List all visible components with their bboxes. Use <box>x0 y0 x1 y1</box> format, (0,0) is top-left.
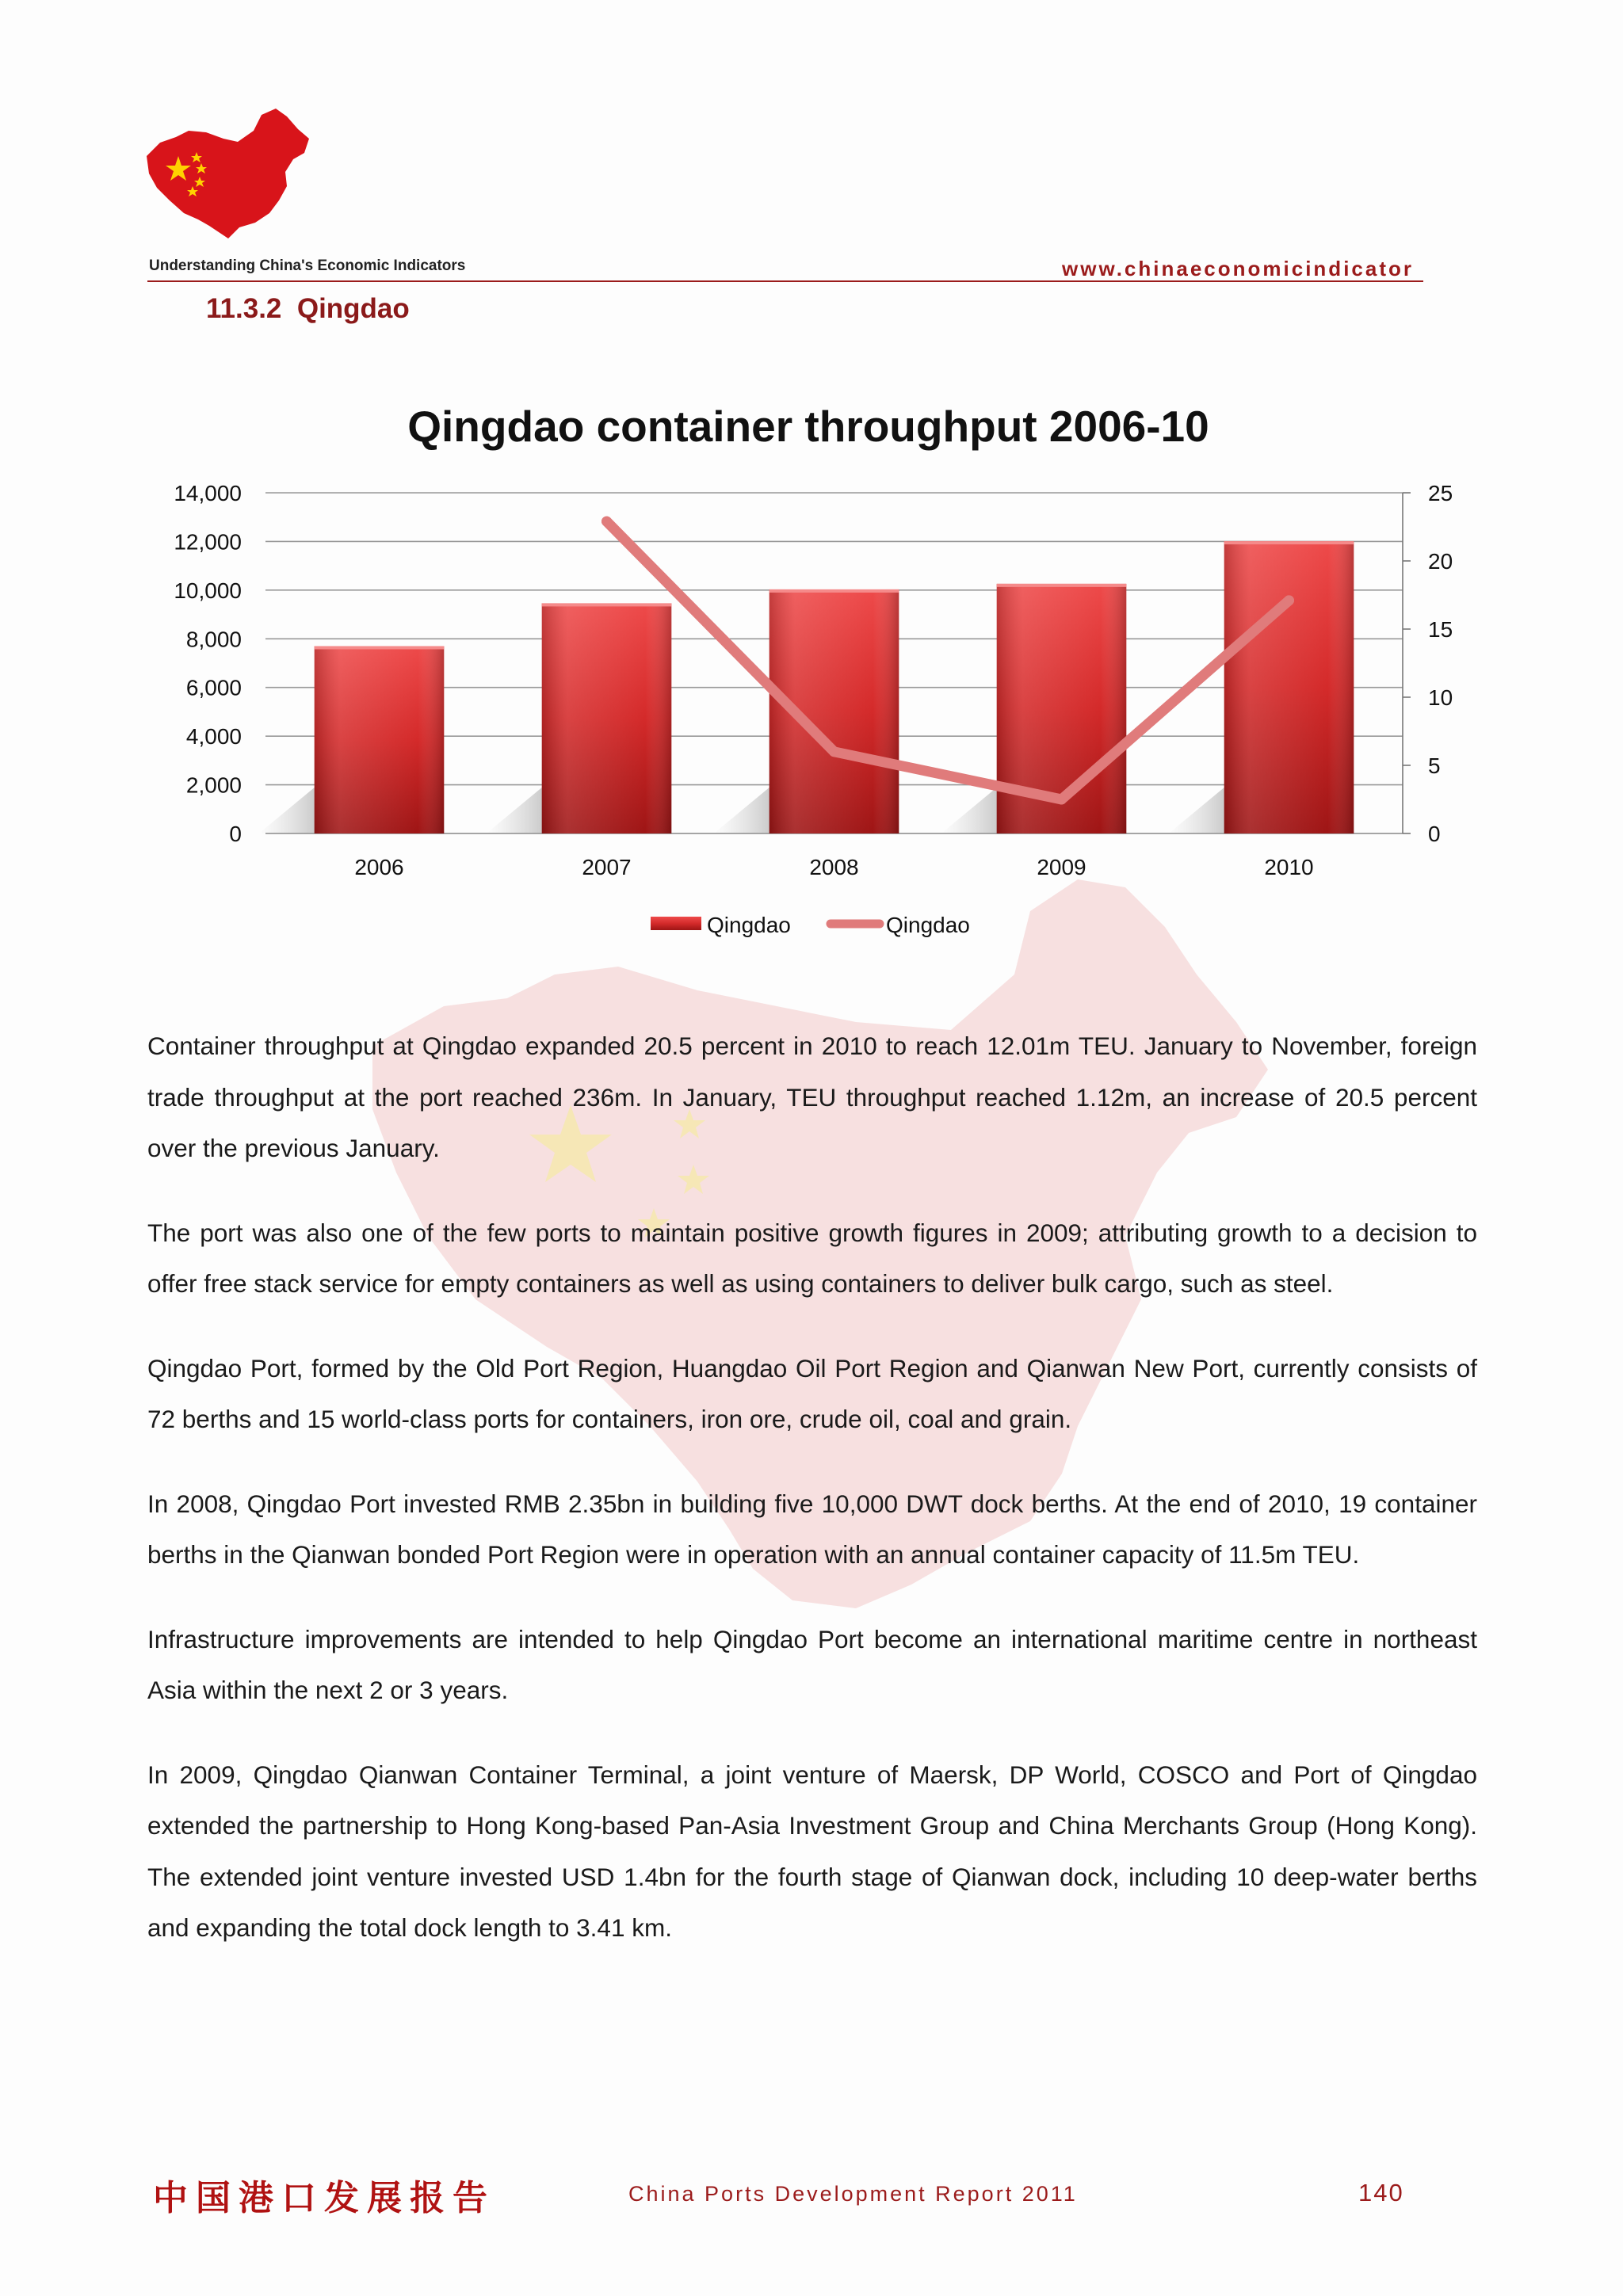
line-series-path <box>607 521 1289 799</box>
y-right-tick-label: 0 <box>1428 822 1441 846</box>
y-right-tick-label: 20 <box>1428 549 1453 574</box>
y-left-tick-label: 12,000 <box>174 529 242 555</box>
x-tick-label: 2009 <box>1037 855 1086 879</box>
section-heading <box>206 293 410 325</box>
y-right-tick-label: 15 <box>1428 617 1453 642</box>
line-point <box>1056 795 1067 805</box>
page-number: 140 <box>1358 2179 1404 2206</box>
x-tick-label: 2007 <box>582 855 632 879</box>
paragraph: In 2008, Qingdao Port invested RMB 2.35bn in building five 10,000 DWT dock berths. At the end of 2010, 19 container berths in the Qianwan bonded Port Region were in operation with an annual container capacity of 11.5m TEU. <box>147 1489 1477 1569</box>
bar-shadow <box>259 788 319 833</box>
bar-highlight <box>315 646 445 834</box>
paragraph: Infrastructure improvements are intended to help Qingdao Port become an international maritime centre in northeast Asia within the next 2 or 3 years. <box>147 1624 1477 1704</box>
legend-label: Qingdao <box>707 913 791 937</box>
legend-swatch-bar <box>651 917 701 930</box>
legend-label: Qingdao <box>886 913 970 937</box>
body-text <box>147 1020 1477 1987</box>
y-left-tick-label: 14,000 <box>174 481 242 505</box>
y-right-tick-label: 5 <box>1428 753 1441 778</box>
section-title: Qingdao <box>296 293 410 324</box>
bar-top-edge <box>769 589 899 593</box>
site-url-link[interactable]: www.chinaeconomicindicator <box>1062 257 1414 280</box>
logo-tagline: Understanding China's Economic Indicators <box>149 257 466 274</box>
y-left-tick-label: 8,000 <box>185 627 242 652</box>
china-map-logo <box>143 107 313 250</box>
y-left-tick-label: 10,000 <box>174 578 242 603</box>
x-tick-label: 2010 <box>1264 855 1314 879</box>
chart-title: Qingdao container throughput 2006-10 <box>407 402 1209 451</box>
line-point <box>829 746 839 757</box>
bar-shadow <box>487 788 547 833</box>
paragraph: The port was also one of the few ports to maintain positive growth figures in 2009; attributing growth to a decision to offer free stack service for empty containers as well as using containers to deliver bulk cargo, such as steel. <box>147 1218 1477 1298</box>
y-right-tick-label: 10 <box>1428 685 1453 710</box>
logo-map-shape <box>147 109 309 238</box>
paragraph: Qingdao Port, formed by the Old Port Region, Huangdao Oil Port Region and Qianwan New Port, currently consists of 72 berths and 15 world-class ports for containers, iron ore, crude oil, coal and grain. <box>147 1353 1477 1433</box>
y-left-tick-label: 0 <box>229 822 242 846</box>
chart-legend <box>651 913 970 937</box>
bar-highlight <box>1224 541 1354 833</box>
y-right-tick-label: 25 <box>1428 481 1453 505</box>
paragraph: In 2009, Qingdao Qianwan Container Terminal, a joint venture of Maersk, DP World, COSCO and Port of Qingdao extended the partnership to Hong Kong-based Pan-Asia Investment Group and China Merchants Group (Hong Kong). The extended joint venture invested USD 1.4bn for the fourth stage of Qianwan dock, including 10 deep-water berths and expanding the total dock length to 3.41 km. <box>147 1760 1477 1942</box>
line-point <box>601 517 612 527</box>
footer-report-title: China Ports Development Report 2011 <box>628 2182 1078 2206</box>
bar-top-edge <box>1224 541 1354 544</box>
x-tick-label: 2008 <box>809 855 859 879</box>
bar-shadow <box>1169 788 1229 833</box>
throughput-chart <box>135 388 1482 967</box>
x-tick-label: 2006 <box>354 855 404 879</box>
footer-chinese-title: 中国港口发展报告 <box>153 2178 495 2218</box>
paragraph: Container throughput at Qingdao expanded 20.5 percent in 2010 to reach 12.01m TEU. January to November, foreign trade throughput at the port reached 236m. In January, TEU throughput reached 1.12m, an increase of 20.5 percent over the previous January. <box>147 1032 1477 1162</box>
y-left-tick-label: 2,000 <box>185 772 242 798</box>
header-divider <box>147 280 1423 282</box>
bar-shadow <box>941 788 1002 833</box>
bar-top-edge <box>542 603 672 606</box>
chart-line-series <box>601 517 1294 805</box>
section-number: 11.3.2 <box>206 293 282 324</box>
bar-shadow <box>714 788 774 833</box>
y-left-tick-label: 6,000 <box>185 675 242 700</box>
y-left-tick-label: 4,000 <box>185 724 242 749</box>
bar-highlight <box>542 603 672 833</box>
line-point <box>1284 595 1294 605</box>
bar-top-edge <box>997 584 1127 587</box>
bar-top-edge <box>315 646 445 650</box>
